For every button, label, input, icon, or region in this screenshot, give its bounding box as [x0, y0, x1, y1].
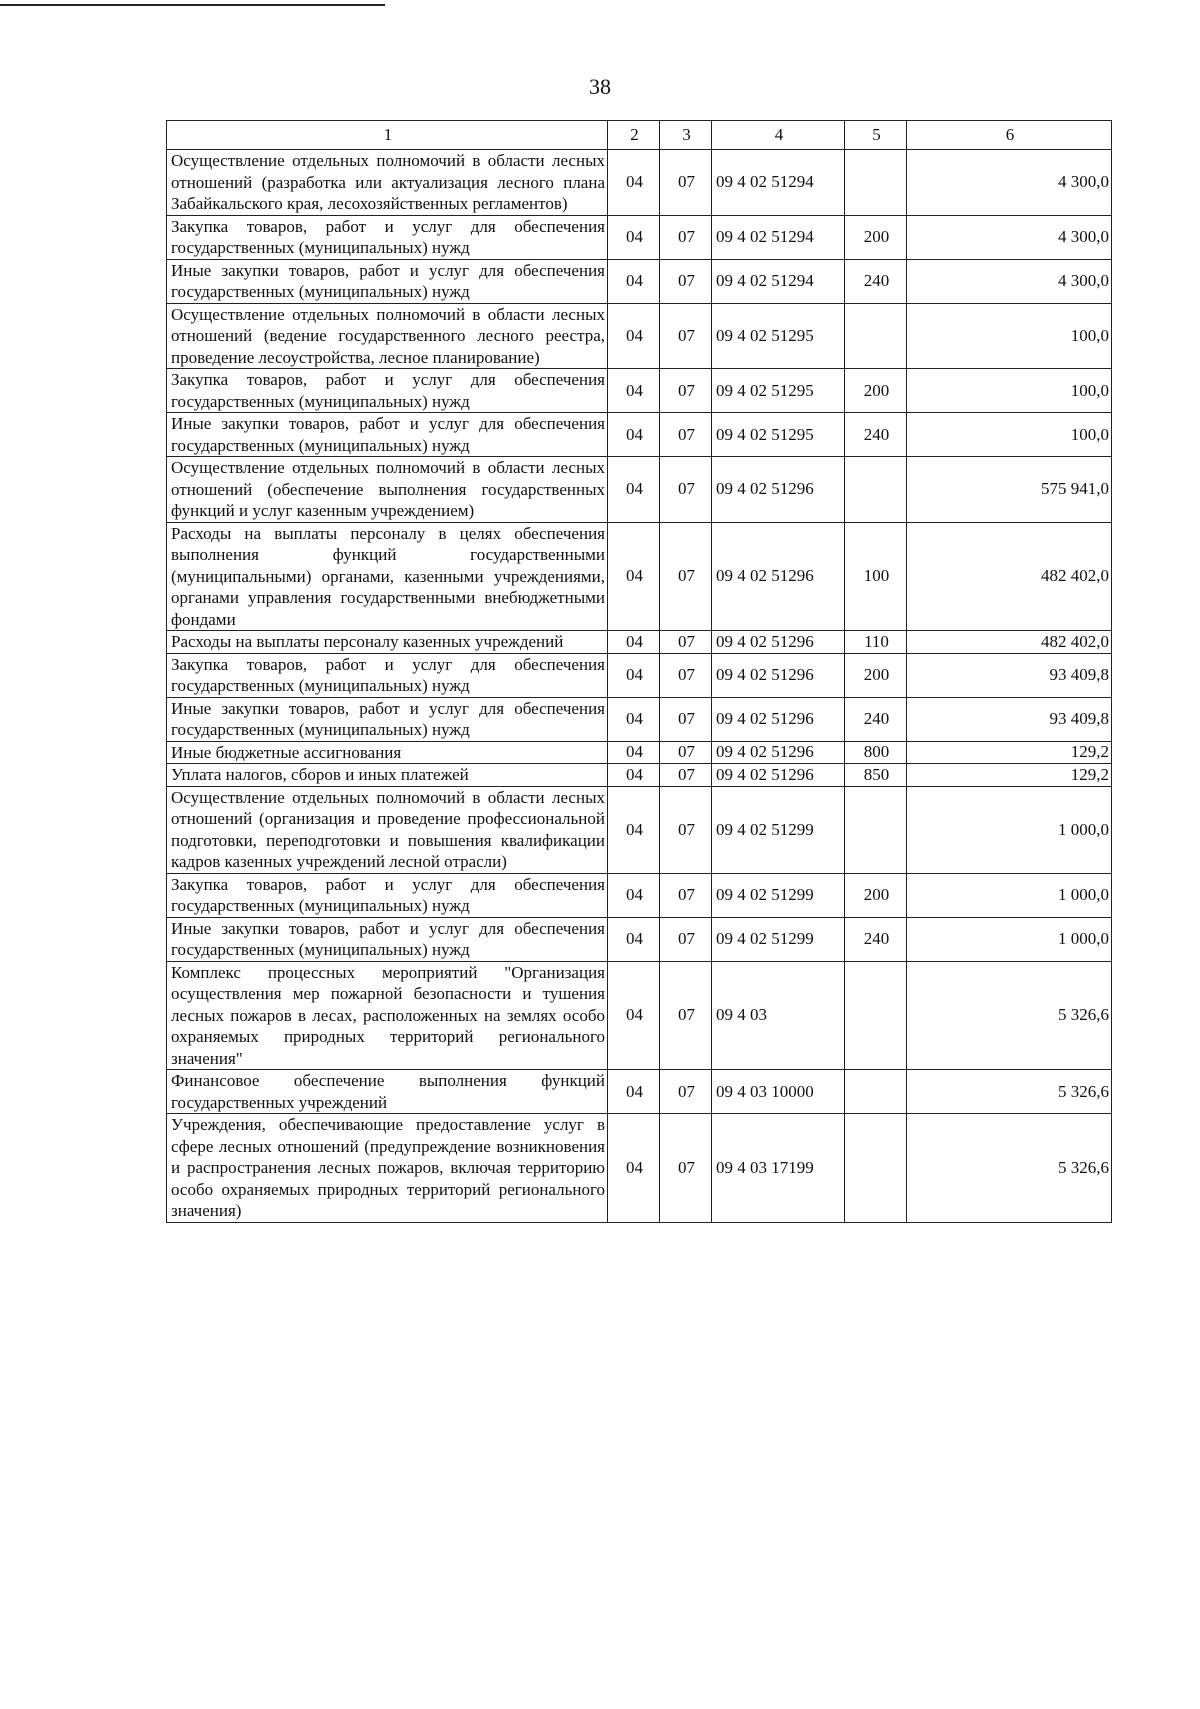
cell-section: 04 — [608, 764, 660, 787]
table-body — [167, 150, 1112, 1223]
cell-expense-type — [845, 1070, 907, 1114]
table-row — [167, 457, 1112, 523]
cell-name: Закупка товаров, работ и услуг для обеспечения государственных (муниципальных) нужд — [167, 369, 608, 413]
table-row — [167, 653, 1112, 697]
cell-name: Иные закупки товаров, работ и услуг для обеспечения государственных (муниципальных) нужд — [167, 917, 608, 961]
cell-target-article: 09 4 03 — [712, 961, 845, 1070]
cell-name: Осуществление отдельных полномочий в области лесных отношений (разработка или актуализация лесного плана Забайкальского края, лесохозяйственных регламентов) — [167, 150, 608, 216]
cell-subsection: 07 — [660, 961, 712, 1070]
table-row — [167, 259, 1112, 303]
table-header — [167, 121, 1112, 150]
cell-amount: 5 326,6 — [907, 961, 1112, 1070]
cell-name: Уплата налогов, сборов и иных платежей — [167, 764, 608, 787]
cell-expense-type: 200 — [845, 369, 907, 413]
cell-section: 04 — [608, 631, 660, 654]
cell-section: 04 — [608, 741, 660, 764]
cell-subsection: 07 — [660, 741, 712, 764]
cell-section: 04 — [608, 457, 660, 523]
cell-name: Расходы на выплаты персоналу в целях обеспечения выполнения функций государственными (муниципальными) органами, казенными учреждениями, органами управления государственными внебюджетными фондами — [167, 522, 608, 631]
table-row — [167, 215, 1112, 259]
cell-target-article: 09 4 02 51299 — [712, 786, 845, 873]
cell-target-article: 09 4 02 51296 — [712, 522, 845, 631]
cell-expense-type: 240 — [845, 259, 907, 303]
cell-expense-type: 110 — [845, 631, 907, 654]
cell-expense-type: 850 — [845, 764, 907, 787]
cell-amount: 482 402,0 — [907, 522, 1112, 631]
header-col-1: 1 — [167, 121, 608, 150]
cell-amount: 4 300,0 — [907, 150, 1112, 216]
table-row — [167, 741, 1112, 764]
cell-name: Осуществление отдельных полномочий в области лесных отношений (организация и проведение профессиональной подготовки, переподготовки и повышения квалификации кадров казенных учреждений лесной отрасли) — [167, 786, 608, 873]
cell-expense-type: 240 — [845, 917, 907, 961]
cell-amount: 129,2 — [907, 764, 1112, 787]
cell-name: Иные бюджетные ассигнования — [167, 741, 608, 764]
cell-name: Иные закупки товаров, работ и услуг для обеспечения государственных (муниципальных) нужд — [167, 697, 608, 741]
cell-expense-type — [845, 303, 907, 369]
cell-name: Осуществление отдельных полномочий в области лесных отношений (ведение государственного лесного реестра, проведение лесоустройства, лесное планирование) — [167, 303, 608, 369]
cell-subsection: 07 — [660, 697, 712, 741]
table-row — [167, 917, 1112, 961]
cell-amount: 575 941,0 — [907, 457, 1112, 523]
cell-subsection: 07 — [660, 917, 712, 961]
cell-subsection: 07 — [660, 369, 712, 413]
budget-table — [166, 120, 1112, 1223]
cell-target-article: 09 4 02 51299 — [712, 873, 845, 917]
cell-target-article: 09 4 02 51296 — [712, 457, 845, 523]
cell-subsection: 07 — [660, 522, 712, 631]
cell-section: 04 — [608, 1070, 660, 1114]
header-col-5: 5 — [845, 121, 907, 150]
table-row — [167, 631, 1112, 654]
cell-subsection: 07 — [660, 259, 712, 303]
cell-amount: 100,0 — [907, 303, 1112, 369]
header-col-4: 4 — [712, 121, 845, 150]
cell-target-article: 09 4 02 51294 — [712, 150, 845, 216]
table-row — [167, 150, 1112, 216]
cell-target-article: 09 4 03 17199 — [712, 1114, 845, 1223]
cell-amount: 93 409,8 — [907, 697, 1112, 741]
cell-target-article: 09 4 03 10000 — [712, 1070, 845, 1114]
cell-amount: 1 000,0 — [907, 873, 1112, 917]
cell-section: 04 — [608, 653, 660, 697]
cell-amount: 4 300,0 — [907, 215, 1112, 259]
cell-name: Учреждения, обеспечивающие предоставление услуг в сфере лесных отношений (предупреждение возникновения и распространения лесных пожаров, включая территорию особо охраняемых природных территорий регионального значения) — [167, 1114, 608, 1223]
table-row — [167, 697, 1112, 741]
table-row — [167, 786, 1112, 873]
cell-section: 04 — [608, 369, 660, 413]
cell-subsection: 07 — [660, 413, 712, 457]
cell-subsection: 07 — [660, 457, 712, 523]
cell-expense-type: 200 — [845, 653, 907, 697]
cell-section: 04 — [608, 786, 660, 873]
cell-section: 04 — [608, 215, 660, 259]
cell-amount: 100,0 — [907, 413, 1112, 457]
cell-section: 04 — [608, 917, 660, 961]
cell-subsection: 07 — [660, 150, 712, 216]
cell-expense-type: 200 — [845, 215, 907, 259]
cell-target-article: 09 4 02 51296 — [712, 741, 845, 764]
header-col-6: 6 — [907, 121, 1112, 150]
table-row — [167, 303, 1112, 369]
cell-target-article: 09 4 02 51295 — [712, 413, 845, 457]
cell-name: Закупка товаров, работ и услуг для обеспечения государственных (муниципальных) нужд — [167, 873, 608, 917]
cell-subsection: 07 — [660, 1070, 712, 1114]
table-row — [167, 961, 1112, 1070]
cell-section: 04 — [608, 259, 660, 303]
cell-target-article: 09 4 02 51296 — [712, 631, 845, 654]
cell-amount: 129,2 — [907, 741, 1112, 764]
cell-name: Закупка товаров, работ и услуг для обеспечения государственных (муниципальных) нужд — [167, 653, 608, 697]
cell-amount: 1 000,0 — [907, 917, 1112, 961]
cell-target-article: 09 4 02 51299 — [712, 917, 845, 961]
cell-name: Иные закупки товаров, работ и услуг для обеспечения государственных (муниципальных) нужд — [167, 259, 608, 303]
cell-target-article: 09 4 02 51296 — [712, 697, 845, 741]
cell-subsection: 07 — [660, 873, 712, 917]
cell-expense-type — [845, 1114, 907, 1223]
header-row — [167, 121, 1112, 150]
cell-amount: 482 402,0 — [907, 631, 1112, 654]
cell-name: Иные закупки товаров, работ и услуг для обеспечения государственных (муниципальных) нужд — [167, 413, 608, 457]
cell-target-article: 09 4 02 51295 — [712, 369, 845, 413]
cell-amount: 5 326,6 — [907, 1070, 1112, 1114]
top-rule — [0, 4, 385, 6]
cell-subsection: 07 — [660, 1114, 712, 1223]
table-row — [167, 522, 1112, 631]
cell-subsection: 07 — [660, 764, 712, 787]
header-col-2: 2 — [608, 121, 660, 150]
cell-expense-type: 240 — [845, 413, 907, 457]
cell-section: 04 — [608, 961, 660, 1070]
cell-target-article: 09 4 02 51294 — [712, 215, 845, 259]
table-row — [167, 764, 1112, 787]
cell-expense-type: 800 — [845, 741, 907, 764]
cell-expense-type — [845, 150, 907, 216]
cell-section: 04 — [608, 873, 660, 917]
table-row — [167, 1070, 1112, 1114]
cell-name: Закупка товаров, работ и услуг для обеспечения государственных (муниципальных) нужд — [167, 215, 608, 259]
cell-subsection: 07 — [660, 653, 712, 697]
table-row — [167, 873, 1112, 917]
cell-section: 04 — [608, 522, 660, 631]
cell-target-article: 09 4 02 51296 — [712, 653, 845, 697]
cell-section: 04 — [608, 1114, 660, 1223]
cell-name: Расходы на выплаты персоналу казенных учреждений — [167, 631, 608, 654]
cell-section: 04 — [608, 150, 660, 216]
cell-expense-type — [845, 961, 907, 1070]
table-row — [167, 369, 1112, 413]
cell-expense-type: 240 — [845, 697, 907, 741]
cell-amount: 93 409,8 — [907, 653, 1112, 697]
cell-subsection: 07 — [660, 215, 712, 259]
cell-target-article: 09 4 02 51296 — [712, 764, 845, 787]
cell-name: Финансовое обеспечение выполнения функций государственных учреждений — [167, 1070, 608, 1114]
cell-expense-type: 200 — [845, 873, 907, 917]
cell-amount: 100,0 — [907, 369, 1112, 413]
cell-name: Комплекс процессных мероприятий "Организация осуществления мер пожарной безопасности и тушения лесных пожаров в лесах, расположенных на землях особо охраняемых природных территорий регионального значения" — [167, 961, 608, 1070]
table-row — [167, 413, 1112, 457]
cell-section: 04 — [608, 413, 660, 457]
cell-target-article: 09 4 02 51294 — [712, 259, 845, 303]
cell-subsection: 07 — [660, 786, 712, 873]
cell-expense-type: 100 — [845, 522, 907, 631]
cell-amount: 4 300,0 — [907, 259, 1112, 303]
cell-section: 04 — [608, 303, 660, 369]
header-col-3: 3 — [660, 121, 712, 150]
cell-expense-type — [845, 786, 907, 873]
cell-name: Осуществление отдельных полномочий в области лесных отношений (обеспечение выполнения государственных функций и услуг казенным учреждением) — [167, 457, 608, 523]
cell-target-article: 09 4 02 51295 — [712, 303, 845, 369]
cell-subsection: 07 — [660, 303, 712, 369]
cell-section: 04 — [608, 697, 660, 741]
table-row — [167, 1114, 1112, 1223]
cell-subsection: 07 — [660, 631, 712, 654]
cell-amount: 1 000,0 — [907, 786, 1112, 873]
page-number: 38 — [589, 74, 611, 99]
cell-amount: 5 326,6 — [907, 1114, 1112, 1223]
cell-expense-type — [845, 457, 907, 523]
